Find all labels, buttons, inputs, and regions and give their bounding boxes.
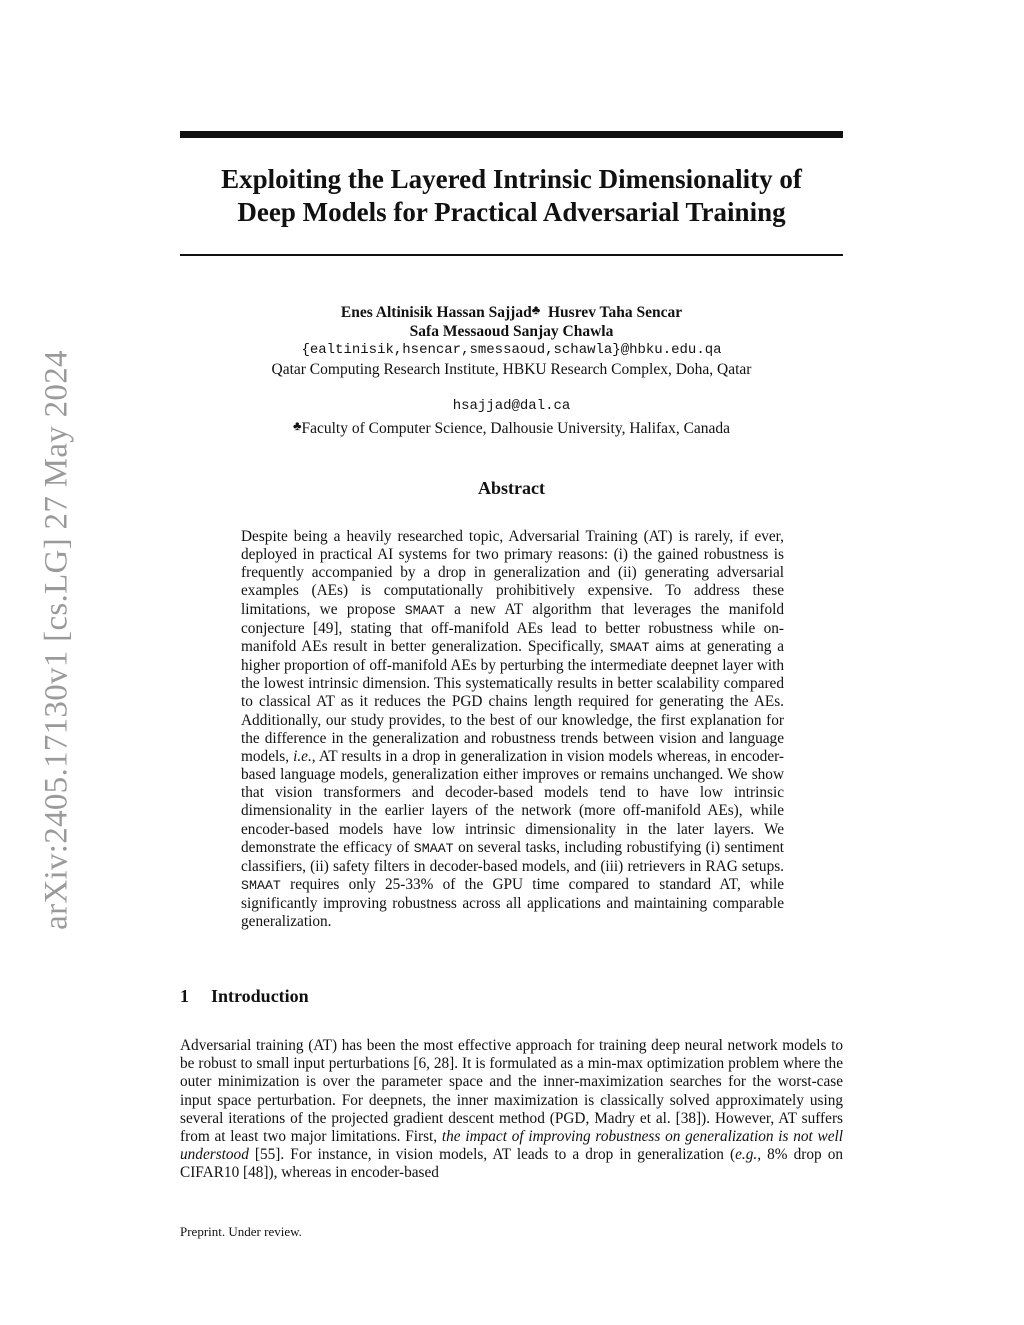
abstract-text: on several tasks, including robustifying (i) sentiment classifiers, (ii) safety filters in decoder-based models, and (iii) retrievers in RAG setups. (241, 838, 784, 875)
abstract-body (241, 528, 784, 931)
affiliation-qcri: Qatar Computing Research Institute, HBKU Research Complex, Doha, Qatar (271, 361, 752, 378)
author-email-dal: hsajjad@dal.ca (452, 398, 571, 414)
introduction-paragraph (180, 1037, 843, 1183)
author-names-line-1 (180, 300, 843, 322)
author-names-line-2: Safa Messaoud Sanjay Chawla (409, 323, 614, 340)
author-emails: {ealtinisik,hsencar,smessaoud,schawla}@hbku.edu.qa (301, 342, 722, 358)
club-mark: ♣ (531, 302, 541, 317)
method-name: SMAAT (404, 602, 445, 618)
affiliation-dalhousie: Faculty of Computer Science, Dalhousie University, Halifax, Canada (301, 420, 731, 437)
section-title: Introduction (211, 986, 309, 1006)
title-rule-top (180, 131, 843, 138)
title-rule-bottom (180, 254, 843, 256)
intro-text: [55]. For instance, in vision models, AT leads to a drop in generalization ( (248, 1146, 736, 1164)
club-mark: ♣ (292, 418, 302, 433)
abstract-text: Despite being a heavily researched topic, Adversarial Training (AT) is rarely, if ever, deployed in practical AI systems for two primary reasons: (i) the gained robustness is frequently accompanied by a drop in generalization and (ii) generating adversarial examples (AEs) is computationally prohibitively expensive. To address these limitations, we propose (241, 528, 784, 618)
intro-emphasis: the impact of improving robustness on generalization is not well understood (180, 1128, 844, 1164)
intro-italic: e.g., (735, 1146, 762, 1164)
arxiv-identifier: arXiv:2405.17130v1 [cs.LG] 27 May 2024 (38, 350, 75, 930)
method-name: SMAAT (609, 639, 650, 655)
title-line-1: Exploiting the Layered Intrinsic Dimensionality of (221, 164, 802, 194)
author-names-a: Enes Altinisik Hassan Sajjad (340, 304, 532, 321)
abstract-heading: Abstract (478, 478, 545, 498)
title-line-2: Deep Models for Practical Adversarial Training (237, 197, 786, 227)
author-names-b: Husrev Taha Sencar (540, 304, 683, 321)
method-name: SMAAT (413, 840, 454, 856)
method-name: SMAAT (241, 877, 281, 893)
footer-note: Preprint. Under review. (180, 1224, 302, 1239)
abstract-text: requires only 25-33% of the GPU time compared to standard AT, while significantly improving robustness across all applications and maintaining comparable generalization. (241, 875, 784, 931)
abstract-italic: i.e., (293, 747, 316, 765)
section-heading-introduction (180, 986, 309, 1007)
abstract-text: AT results in a drop in generalization in vision models whereas, in encoder-based language models, generalization either improves or remains unchanged. We show that vision transformers and decoder-based models tend to have low intrinsic dimensionality in the earlier layers of the network (more off-manifold AEs), while encoder-based models have low intrinsic dimensionality in the later layers. We demonstrate the efficacy of (241, 747, 784, 856)
abstract-text: aims at generating a higher proportion of off-manifold AEs by perturbing the intermediate deepnet layer with the lowest intrinsic dimension. This systematically results in better scalability compared to classical AT as it reduces the PGD chains length required for generating the AEs. Additionally, our study provides, to the best of our knowledge, the first explanation for the difference in the generalization and robustness trends between vision and language models, (241, 637, 784, 765)
abstract-text: a new AT algorithm that leverages the manifold conjecture [49], stating that off-manifold AEs lead to better robustness while on-manifold AEs result in better generalization. Specifically, (241, 600, 784, 655)
affiliation-dalhousie-line (180, 416, 843, 438)
intro-text: Adversarial training (AT) has been the most effective approach for training deep neural network models to be robust to small input perturbations [6, 28]. It is formulated as a min-max optimization problem where the outer minimization is over the parameter space and the inner-maximization searches for the worst-case input space perturbation. For deepnets, the inner maximization is classically solved approximately using several iterations of the projected gradient descent method (PGD, Madry et al. [38]). However, AT suffers from at least two major limitations. First, (180, 1037, 843, 1146)
paper-title (180, 163, 843, 229)
author-block (180, 300, 843, 438)
intro-text: 8% drop on CIFAR10 [48]), whereas in encoder-based (180, 1146, 843, 1182)
section-number: 1 (180, 986, 189, 1006)
